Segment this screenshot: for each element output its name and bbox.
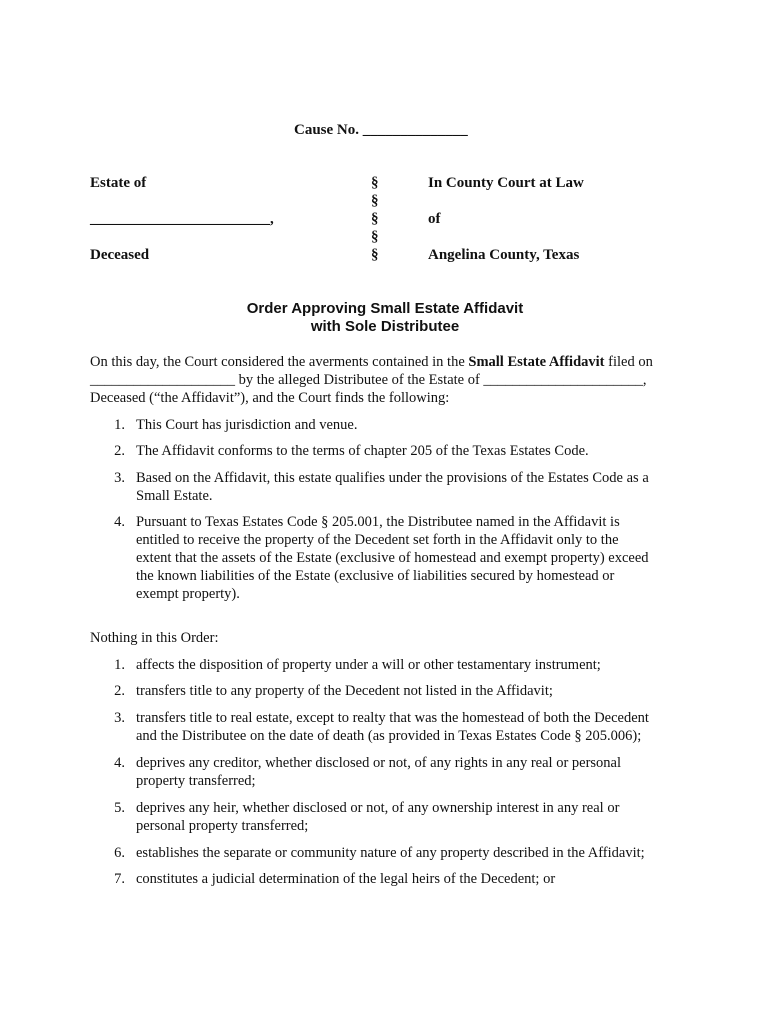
item-text: deprives any heir, whether disclosed or not, of any ownership interest in any real or personal property transferred; bbox=[136, 800, 620, 834]
item-text: constitutes a judicial determination of the legal heirs of the Decedent; or bbox=[136, 871, 556, 887]
court-of-label: of bbox=[428, 211, 441, 227]
item-number: 4. bbox=[114, 514, 125, 530]
section-symbol: § bbox=[371, 211, 379, 227]
deceased-label: Deceased bbox=[90, 247, 150, 263]
section-symbol: § bbox=[371, 229, 379, 245]
item-text: Pursuant to Texas Estates Code § 205.001, the Distributee named in the Affidavit is entitled to receive the property of the Decedent set forth in the Affidavit only to the extent that the assets of the Estate (exclusive of homestead and exempt property) exceed the known liabilities of the Estate (exclusive of liabilities secured by homestead or exempt property). bbox=[136, 514, 649, 602]
item-text: transfers title to real estate, except to realty that was the homestead of both the Decedent and the Distributee on the date of death (as provided in Texas Estates Code § 205.006); bbox=[136, 710, 649, 744]
item-number: 1. bbox=[114, 657, 125, 673]
intro-line: Deceased (“the Affidavit”), and the Court finds the following: bbox=[90, 390, 450, 406]
item-text: deprives any creditor, whether disclosed or not, of any rights in any real or personal property transferred; bbox=[136, 755, 622, 789]
item-text: Based on the Affidavit, this estate qualifies under the provisions of the Estates Code as a Small Estate. bbox=[136, 470, 649, 504]
item-number: 1. bbox=[114, 417, 125, 433]
item-number: 6. bbox=[114, 845, 125, 861]
item-number: 5. bbox=[114, 800, 125, 816]
item-number: 3. bbox=[114, 710, 125, 726]
item-number: 4. bbox=[114, 755, 125, 771]
intro-text: filed on bbox=[604, 354, 653, 370]
item-number: 2. bbox=[114, 443, 125, 459]
nothing-heading: Nothing in this Order: bbox=[90, 630, 219, 646]
estate-of-label: Estate of bbox=[90, 175, 147, 191]
item-text: establishes the separate or community nature of any property described in the Affidavit; bbox=[136, 845, 645, 861]
intro-bold-text: Small Estate Affidavit bbox=[468, 354, 605, 370]
section-symbol: § bbox=[371, 175, 379, 191]
item-text: transfers title to any property of the Decedent not listed in the Affidavit; bbox=[136, 683, 553, 699]
cause-number: Cause No. ______________ bbox=[294, 122, 468, 138]
item-text: affects the disposition of property under a will or other testamentary instrument; bbox=[136, 657, 601, 673]
section-symbol: § bbox=[371, 247, 379, 263]
court-county: Angelina County, Texas bbox=[428, 247, 580, 263]
intro-line bbox=[90, 353, 690, 371]
item-number: 7. bbox=[114, 871, 125, 887]
decedent-name-blank: ________________________, bbox=[90, 211, 274, 227]
order-subtitle: with Sole Distributee bbox=[310, 318, 460, 335]
court-name: In County Court at Law bbox=[428, 175, 584, 191]
item-number: 2. bbox=[114, 683, 125, 699]
intro-text: On this day, the Court considered the averments contained in the bbox=[90, 354, 469, 370]
item-text: This Court has jurisdiction and venue. bbox=[136, 417, 358, 433]
item-text: The Affidavit conforms to the terms of chapter 205 of the Texas Estates Code. bbox=[136, 443, 589, 459]
section-symbol: § bbox=[371, 193, 379, 209]
intro-line: ____________________ by the alleged Distributee of the Estate of ______________________, bbox=[90, 372, 647, 388]
intro-paragraph bbox=[90, 353, 690, 407]
item-number: 3. bbox=[114, 470, 125, 486]
order-title: Order Approving Small Estate Affidavit bbox=[246, 300, 524, 317]
